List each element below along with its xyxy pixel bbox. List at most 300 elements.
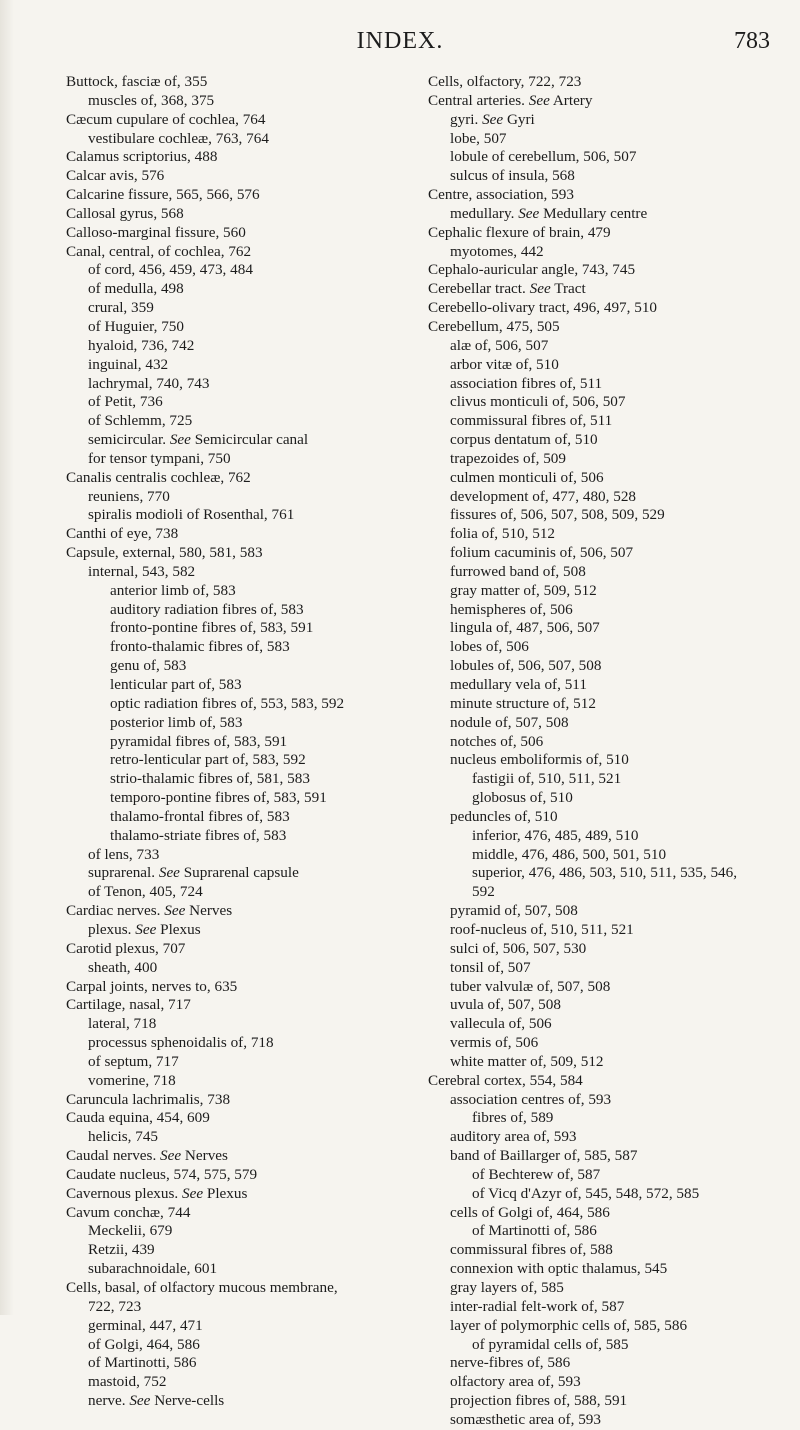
index-entry	[66, 1166, 411, 1185]
index-entry	[66, 224, 411, 243]
index-entry	[428, 299, 788, 318]
index-entry	[428, 92, 788, 111]
index-entry-text: hyaloid, 736, 742	[88, 336, 195, 354]
index-entry	[428, 676, 788, 695]
index-entry-text: commissural fibres of, 511	[450, 412, 613, 430]
index-entry-text: gray matter of, 509, 512	[450, 581, 597, 599]
see-reference-target: Plexus	[203, 1184, 248, 1202]
index-entry-text: Cerebello-olivary tract, 496, 497, 510	[428, 299, 658, 317]
see-reference-target: Plexus	[156, 920, 201, 938]
index-entry	[66, 431, 411, 450]
index-entry	[66, 337, 411, 356]
index-entry	[428, 638, 788, 657]
index-entry-text: myotomes, 442	[450, 242, 544, 260]
index-entry-text: sulcus of insula, 568	[450, 167, 575, 185]
index-entry-text: sheath, 400	[88, 958, 158, 976]
index-entry	[66, 714, 411, 733]
index-entry	[428, 1222, 788, 1241]
index-entry	[428, 978, 788, 997]
index-entry-text: folium cacuminis of, 506, 507	[450, 544, 634, 562]
index-entry-text: fibres of, 589	[472, 1109, 554, 1127]
index-entry-text: Canalis centralis cochleæ, 762	[66, 468, 251, 486]
index-entry	[428, 996, 788, 1015]
index-entry-text: of Huguier, 750	[88, 317, 184, 335]
index-entry	[66, 1091, 411, 1110]
index-entry	[66, 280, 411, 299]
index-entry-text: crural, 359	[88, 299, 154, 317]
index-entry	[428, 1298, 788, 1317]
index-entry	[66, 827, 411, 846]
index-entry-text: Cæcum cupulare of cochlea, 764	[66, 110, 266, 128]
index-entry-text: of cord, 456, 459, 473, 484	[88, 261, 253, 279]
index-entry	[428, 280, 788, 299]
index-entry	[428, 1241, 788, 1260]
index-entry-text: auditory radiation fibres of, 583	[110, 600, 304, 618]
see-reference-target: Medullary centre	[539, 204, 648, 222]
index-entry-text: notches of, 506	[450, 732, 544, 750]
index-entry-text: lachrymal, 740, 743	[88, 374, 210, 392]
index-entry	[66, 1336, 411, 1355]
index-entry	[66, 563, 411, 582]
index-entry-text: Cerebral cortex, 554, 584	[428, 1071, 583, 1089]
index-entry	[428, 261, 788, 280]
index-entry	[66, 299, 411, 318]
index-entry-text: semicircular.	[88, 431, 167, 449]
index-entry-text: inter-radial felt-work of, 587	[450, 1297, 625, 1315]
see-reference-target: Tract	[550, 280, 586, 298]
index-entry-text: Cephalo-auricular angle, 743, 745	[428, 261, 636, 279]
index-entry-text: Calamus scriptorius, 488	[66, 148, 218, 166]
index-entry-text: lobe, 507	[450, 129, 507, 147]
index-entry-text: nerve.	[88, 1392, 126, 1410]
index-entry	[428, 940, 788, 959]
index-entry	[428, 1373, 788, 1392]
index-entry	[66, 996, 411, 1015]
index-entry	[428, 450, 788, 469]
index-entry-text: Retzii, 439	[88, 1241, 155, 1259]
index-entry	[66, 1128, 411, 1147]
index-entry-text: gyri.	[450, 110, 479, 128]
index-entry-text: of Vicq d'Azyr of, 545, 548, 572, 585	[472, 1184, 700, 1202]
index-entry-text: Cerebellar tract.	[428, 280, 526, 298]
index-entry	[66, 864, 411, 883]
index-entry-text: thalamo-frontal fibres of, 583	[110, 807, 290, 825]
index-entry-text: lingula of, 487, 506, 507	[450, 619, 600, 637]
index-entry-text: Capsule, external, 580, 581, 583	[66, 544, 263, 562]
index-entry-text: white matter of, 509, 512	[450, 1052, 604, 1070]
see-reference-label: See	[528, 91, 550, 109]
index-entry	[66, 921, 411, 940]
index-entry	[428, 130, 788, 149]
index-entry-text: Cavum conchæ, 744	[66, 1203, 191, 1221]
see-reference-target: Nerves	[185, 902, 233, 920]
index-entry-text: inferior, 476, 485, 489, 510	[472, 826, 639, 844]
index-entry	[428, 1204, 788, 1223]
index-entry-text: gray layers of, 585	[450, 1279, 564, 1296]
index-entry	[428, 827, 788, 846]
index-entry	[66, 1147, 411, 1166]
index-entry-text: of Golgi, 464, 586	[88, 1335, 200, 1353]
index-entry	[66, 375, 411, 394]
index-entry-text: of Schlemm, 725	[88, 412, 193, 430]
index-entry	[428, 770, 788, 789]
index-entry-text: vestibulare cochleæ, 763, 764	[88, 129, 269, 147]
index-entry	[66, 582, 411, 601]
index-entry-text: Canthi of eye, 738	[66, 525, 179, 543]
index-entry	[66, 1260, 411, 1279]
index-entry-text: lateral, 718	[88, 1015, 157, 1033]
index-entry-text: auditory area of, 593	[450, 1128, 577, 1146]
index-entry-text: of pyramidal cells of, 585	[472, 1335, 629, 1353]
index-entry-text: arbor vitæ of, 510	[450, 355, 559, 373]
index-entry-text: band of Baillarger of, 585, 587	[450, 1147, 638, 1165]
index-entry	[66, 1072, 411, 1091]
index-entry-text: connexion with optic thalamus, 545	[450, 1260, 668, 1278]
index-entry	[66, 261, 411, 280]
index-entry-text: strio-thalamic fibres of, 581, 583	[110, 770, 310, 788]
index-entry	[428, 864, 788, 883]
index-entry	[428, 1128, 788, 1147]
index-entry-text: Cauda equina, 454, 609	[66, 1109, 210, 1127]
index-entry-text: optic radiation fibres of, 553, 583, 592	[110, 694, 345, 712]
index-entry	[66, 167, 411, 186]
index-entry	[66, 1241, 411, 1260]
index-entry	[66, 695, 411, 714]
index-entry	[428, 1411, 788, 1430]
see-reference-label: See	[164, 902, 186, 920]
index-entry-text: Calloso-marginal fissure, 560	[66, 223, 246, 241]
index-entry	[428, 1392, 788, 1411]
see-reference-label: See	[135, 920, 157, 938]
index-entry-text: clivus monticuli of, 506, 507	[450, 393, 626, 411]
index-entry	[428, 375, 788, 394]
index-entry-text: roof-nucleus of, 510, 511, 521	[450, 920, 634, 938]
index-entry	[66, 1204, 411, 1223]
index-entry-text: of Petit, 736	[88, 393, 163, 411]
index-entry-text: corpus dentatum of, 510	[450, 431, 598, 449]
index-entry	[428, 846, 788, 865]
index-entry	[66, 1185, 411, 1204]
index-entry-text: Meckelii, 679	[88, 1222, 173, 1240]
index-entry-text: middle, 476, 486, 500, 501, 510	[472, 845, 667, 863]
index-entry	[428, 751, 788, 770]
index-entry-text: temporo-pontine fibres of, 583, 591	[110, 789, 327, 807]
index-entry	[428, 111, 788, 130]
index-entry	[66, 638, 411, 657]
index-entry-text: nodule of, 507, 508	[450, 713, 569, 731]
page-title: INDEX.	[356, 28, 444, 54]
index-entry	[428, 1109, 788, 1128]
index-entry	[428, 883, 788, 902]
index-entry	[428, 243, 788, 262]
index-entry-text: tuber valvulæ of, 507, 508	[450, 977, 611, 995]
index-entry	[428, 714, 788, 733]
index-entry	[428, 657, 788, 676]
index-column-right	[428, 73, 788, 1430]
index-entry	[66, 488, 411, 507]
index-entry-text: Caudal nerves.	[66, 1147, 157, 1165]
see-reference-label: See	[169, 431, 191, 449]
index-entry	[428, 337, 788, 356]
index-entry	[66, 1015, 411, 1034]
index-entry-text: fronto-thalamic fibres of, 583	[110, 638, 290, 656]
index-entry	[428, 1034, 788, 1053]
index-entry-text: Callosal gyrus, 568	[66, 204, 184, 222]
index-entry	[428, 1072, 788, 1091]
index-entry-text: of septum, 717	[88, 1052, 179, 1070]
index-entry	[428, 73, 788, 92]
index-entry	[66, 450, 411, 469]
index-entry	[66, 601, 411, 620]
index-entry-text: internal, 543, 582	[88, 562, 196, 580]
index-entry-text: subarachnoidale, 601	[88, 1260, 218, 1278]
index-entry	[66, 676, 411, 695]
index-entry	[66, 1109, 411, 1128]
index-entry-text: 592	[472, 883, 495, 901]
see-reference-label: See	[160, 1147, 182, 1165]
index-entry	[428, 544, 788, 563]
index-entry-text: fronto-pontine fibres of, 583, 591	[110, 619, 314, 637]
index-entry-text: posterior limb of, 583	[110, 713, 243, 731]
index-entry	[66, 73, 411, 92]
see-reference-target: Artery	[549, 91, 593, 109]
index-entry-text: pyramid of, 507, 508	[450, 902, 578, 920]
index-entry	[66, 751, 411, 770]
see-reference-label: See	[482, 110, 504, 128]
index-entry	[428, 959, 788, 978]
see-reference-label: See	[182, 1184, 204, 1202]
see-reference-target: Semicircular canal	[190, 431, 309, 449]
index-entry-text: lobules of, 506, 507, 508	[450, 657, 602, 675]
index-entry-text: fastigii of, 510, 511, 521	[472, 770, 622, 788]
index-entry	[66, 205, 411, 224]
index-entry-text: reuniens, 770	[88, 487, 170, 505]
index-entry	[66, 1354, 411, 1373]
index-entry	[66, 1392, 411, 1411]
index-entry-text: peduncles of, 510	[450, 807, 558, 825]
index-entry-text: folia of, 510, 512	[450, 525, 556, 543]
index-entry	[428, 1185, 788, 1204]
index-entry-text: of lens, 733	[88, 845, 160, 863]
see-reference-target: Gyri	[503, 110, 535, 128]
index-entry-text: globosus of, 510	[472, 789, 573, 807]
index-entry	[428, 582, 788, 601]
index-entry-text: Caudate nucleus, 574, 575, 579	[66, 1165, 258, 1183]
index-entry	[66, 1298, 411, 1317]
index-entry	[428, 695, 788, 714]
index-entry	[428, 205, 788, 224]
index-entry	[428, 1336, 788, 1355]
index-entry-text: vomerine, 718	[88, 1071, 176, 1089]
index-entry-text: thalamo-striate fibres of, 583	[110, 826, 287, 844]
index-entry	[428, 1166, 788, 1185]
index-entry	[66, 846, 411, 865]
index-entry-text: of Bechterew of, 587	[472, 1165, 601, 1183]
index-entry	[428, 148, 788, 167]
index-entry-text: of Martinotti of, 586	[472, 1222, 597, 1240]
index-entry	[428, 167, 788, 186]
index-entry	[66, 978, 411, 997]
index-entry-text: Cephalic flexure of brain, 479	[428, 223, 611, 241]
index-entry	[66, 1373, 411, 1392]
page-binding-edge	[0, 0, 14, 1315]
index-entry	[66, 525, 411, 544]
index-entry	[66, 243, 411, 262]
index-entry-text: Carpal joints, nerves to, 635	[66, 977, 238, 995]
index-entry-text: somæsthetic area of, 593	[450, 1410, 601, 1428]
index-entry-text: helicis, 745	[88, 1128, 159, 1146]
index-entry-text: fissures of, 506, 507, 508, 509, 529	[450, 506, 665, 524]
see-reference-target: Nerve-cells	[150, 1392, 225, 1410]
index-entry-text: tonsil of, 507	[450, 958, 531, 976]
index-entry	[428, 1091, 788, 1110]
index-entry	[428, 808, 788, 827]
page-number: 783	[734, 28, 770, 54]
index-entry-text: Cells, basal, of olfactory mucous membrane,	[66, 1279, 338, 1296]
index-entry-text: lobule of cerebellum, 506, 507	[450, 148, 637, 166]
index-entry	[428, 921, 788, 940]
index-entry	[428, 224, 788, 243]
index-entry	[66, 959, 411, 978]
index-entry-text: Buttock, fasciæ of, 355	[66, 73, 208, 90]
index-entry	[66, 1279, 411, 1298]
index-entry-text: furrowed band of, 508	[450, 562, 586, 580]
index-entry-text: association fibres of, 511	[450, 374, 603, 392]
index-entry	[428, 412, 788, 431]
index-entry-text: Carotid plexus, 707	[66, 939, 186, 957]
index-entry	[66, 318, 411, 337]
index-entry-text: spiralis modioli of Rosenthal, 761	[88, 506, 295, 524]
index-entry-text: medullary.	[450, 204, 515, 222]
index-entry-text: retro-lenticular part of, 583, 592	[110, 751, 306, 769]
index-entry	[428, 902, 788, 921]
index-column-left	[66, 73, 411, 1411]
index-entry-text: Caruncula lachrimalis, 738	[66, 1090, 231, 1108]
index-entry-text: alæ of, 506, 507	[450, 336, 549, 354]
index-entry-text: association centres of, 593	[450, 1090, 612, 1108]
index-entry-text: hemispheres of, 506	[450, 600, 573, 618]
index-entry-text: lobes of, 506	[450, 638, 529, 656]
index-entry-text: Canal, central, of cochlea, 762	[66, 242, 252, 260]
index-entry	[66, 111, 411, 130]
index-entry-text: vermis of, 506	[450, 1034, 539, 1052]
index-entry	[428, 356, 788, 375]
index-entry	[66, 1034, 411, 1053]
index-entry	[66, 789, 411, 808]
index-entry	[428, 1260, 788, 1279]
index-entry-text: for tensor tympani, 750	[88, 449, 231, 467]
index-entry	[66, 92, 411, 111]
index-entry-text: layer of polymorphic cells of, 585, 586	[450, 1316, 688, 1334]
index-entry	[66, 619, 411, 638]
index-entry-text: nucleus emboliformis of, 510	[450, 751, 629, 769]
index-entry-text: medullary vela of, 511	[450, 676, 587, 693]
index-entry-text: Cerebellum, 475, 505	[428, 317, 560, 335]
index-entry	[66, 412, 411, 431]
index-entry-text: of Tenon, 405, 724	[88, 883, 203, 901]
index-entry-text: nerve-fibres of, 586	[450, 1354, 571, 1372]
index-entry	[428, 431, 788, 450]
index-entry-text: plexus.	[88, 920, 132, 938]
index-entry-text: genu of, 583	[110, 657, 187, 675]
index-entry	[428, 186, 788, 205]
index-entry	[66, 506, 411, 525]
index-entry-text: suprarenal.	[88, 864, 156, 882]
index-entry	[66, 356, 411, 375]
index-entry-text: cells of Golgi of, 464, 586	[450, 1203, 610, 1221]
index-entry-text: olfactory area of, 593	[450, 1373, 581, 1391]
index-entry-text: inguinal, 432	[88, 355, 169, 373]
index-entry	[428, 601, 788, 620]
index-entry	[428, 1317, 788, 1336]
index-entry-text: Cardiac nerves.	[66, 902, 161, 920]
index-entry-text: anterior limb of, 583	[110, 581, 236, 599]
index-entry	[428, 733, 788, 752]
index-entry-text: trapezoides of, 509	[450, 449, 566, 467]
index-entry	[428, 506, 788, 525]
index-entry-text: pyramidal fibres of, 583, 591	[110, 732, 288, 750]
index-entry	[66, 940, 411, 959]
index-entry	[66, 1053, 411, 1072]
index-entry	[66, 393, 411, 412]
index-entry	[66, 130, 411, 149]
index-entry	[66, 657, 411, 676]
see-reference-label: See	[529, 280, 551, 298]
index-entry-text: lenticular part of, 583	[110, 676, 242, 693]
index-entry-text: minute structure of, 512	[450, 694, 596, 712]
see-reference-label: See	[158, 864, 180, 882]
index-entry-text: Centre, association, 593	[428, 186, 574, 204]
index-entry	[66, 1317, 411, 1336]
index-entry	[428, 318, 788, 337]
see-reference-target: Suprarenal capsule	[179, 864, 299, 882]
index-entry-text: development of, 477, 480, 528	[450, 487, 637, 505]
index-entry	[428, 525, 788, 544]
index-entry-text: sulci of, 506, 507, 530	[450, 939, 587, 957]
index-entry	[428, 488, 788, 507]
index-entry	[66, 148, 411, 167]
index-entry	[428, 619, 788, 638]
index-entry-text: uvula of, 507, 508	[450, 996, 561, 1014]
index-entry-text: Calcarine fissure, 565, 566, 576	[66, 186, 260, 204]
index-entry	[428, 1015, 788, 1034]
index-entry	[66, 544, 411, 563]
see-reference-label: See	[129, 1392, 151, 1410]
see-reference-target: Nerves	[181, 1147, 228, 1165]
index-entry-text: muscles of, 368, 375	[88, 91, 215, 109]
index-entry	[66, 883, 411, 902]
index-entry-text: vallecula of, 506	[450, 1015, 552, 1033]
index-entry	[66, 808, 411, 827]
index-entry	[66, 770, 411, 789]
index-entry-text: Cavernous plexus.	[66, 1184, 179, 1202]
index-entry-text: projection fibres of, 588, 591	[450, 1392, 628, 1410]
index-entry-text: processus sphenoidalis of, 718	[88, 1034, 274, 1052]
index-entry	[428, 563, 788, 582]
index-entry	[428, 469, 788, 488]
page-header	[0, 28, 800, 58]
index-entry	[428, 1279, 788, 1298]
index-entry-text: Calcar avis, 576	[66, 167, 165, 185]
index-entry	[66, 733, 411, 752]
index-entry-text: Central arteries.	[428, 91, 525, 109]
index-entry	[66, 1222, 411, 1241]
index-entry	[428, 1147, 788, 1166]
index-entry	[66, 902, 411, 921]
index-entry	[66, 186, 411, 205]
index-entry-text: Cartilage, nasal, 717	[66, 996, 191, 1014]
index-entry-text: 722, 723	[88, 1297, 142, 1315]
